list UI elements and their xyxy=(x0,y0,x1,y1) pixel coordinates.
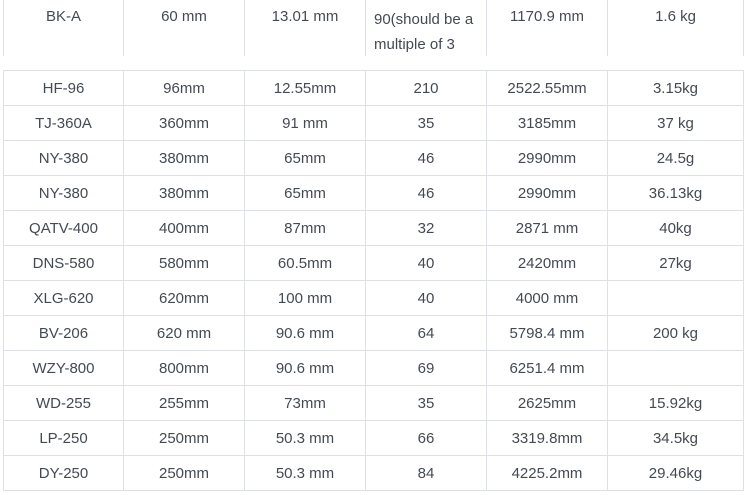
pitch-cell: 65mm xyxy=(245,176,366,211)
length-cell: 2990mm xyxy=(487,176,608,211)
length-cell: 1170.9 mm xyxy=(487,0,608,71)
table-row xyxy=(4,106,744,141)
table-row xyxy=(4,211,744,246)
table-row xyxy=(4,351,744,386)
length-cell: 3185mm xyxy=(487,106,608,141)
model-cell: NY-380 xyxy=(4,141,124,176)
diameter-cell: 250mm xyxy=(124,421,245,456)
model-cell: BV-206 xyxy=(4,316,124,351)
links-cell: 210 xyxy=(366,71,487,106)
length-cell: 2625mm xyxy=(487,386,608,421)
length-cell: 2522.55mm xyxy=(487,71,608,106)
diameter-cell: 96mm xyxy=(124,71,245,106)
links-cell: 66 xyxy=(366,421,487,456)
pitch-cell: 50.3 mm xyxy=(245,456,366,491)
length-cell: 3319.8mm xyxy=(487,421,608,456)
chain-spec-table xyxy=(3,70,744,491)
model-cell: DNS-580 xyxy=(4,246,124,281)
weight-cell xyxy=(608,281,744,316)
table-row xyxy=(4,71,744,106)
links-cell: 64 xyxy=(366,316,487,351)
diameter-cell: 580mm xyxy=(124,246,245,281)
diameter-cell: 400mm xyxy=(124,211,245,246)
diameter-cell: 380mm xyxy=(124,176,245,211)
table-row xyxy=(4,456,744,491)
length-cell: 2420mm xyxy=(487,246,608,281)
table-row xyxy=(4,176,744,211)
diameter-cell: 60 mm xyxy=(124,0,245,71)
pitch-cell: 90.6 mm xyxy=(245,351,366,386)
table-row xyxy=(4,281,744,316)
model-cell: WZY-800 xyxy=(4,351,124,386)
length-cell: 4000 mm xyxy=(487,281,608,316)
pitch-cell: 65mm xyxy=(245,141,366,176)
length-cell: 2990mm xyxy=(487,141,608,176)
model-cell: XLG-620 xyxy=(4,281,124,316)
pitch-cell: 87mm xyxy=(245,211,366,246)
weight-cell: 37 kg xyxy=(608,106,744,141)
table-row xyxy=(4,316,744,351)
weight-cell: 29.46kg xyxy=(608,456,744,491)
table-row xyxy=(4,141,744,176)
pitch-cell: 91 mm xyxy=(245,106,366,141)
links-cell: 46 xyxy=(366,141,487,176)
pitch-cell: 50.3 mm xyxy=(245,421,366,456)
diameter-cell: 380mm xyxy=(124,141,245,176)
diameter-cell: 620 mm xyxy=(124,316,245,351)
links-cell: 84 xyxy=(366,456,487,491)
model-cell: TJ-360A xyxy=(4,106,124,141)
weight-cell: 40kg xyxy=(608,211,744,246)
model-cell: WD-255 xyxy=(4,386,124,421)
weight-cell: 34.5kg xyxy=(608,421,744,456)
table-row xyxy=(4,246,744,281)
weight-cell: 3.15kg xyxy=(608,71,744,106)
diameter-cell: 250mm xyxy=(124,456,245,491)
model-cell: HF-96 xyxy=(4,71,124,106)
pitch-cell: 73mm xyxy=(245,386,366,421)
table-row xyxy=(4,386,744,421)
length-cell: 5798.4 mm xyxy=(487,316,608,351)
weight-cell: 1.6 kg xyxy=(608,0,744,71)
model-cell: NY-380 xyxy=(4,176,124,211)
weight-cell xyxy=(608,351,744,386)
weight-cell: 36.13kg xyxy=(608,176,744,211)
length-cell: 6251.4 mm xyxy=(487,351,608,386)
links-cell: 46 xyxy=(366,176,487,211)
pitch-cell: 12.55mm xyxy=(245,71,366,106)
model-cell: QATV-400 xyxy=(4,211,124,246)
pitch-cell: 100 mm xyxy=(245,281,366,316)
links-cell: 69 xyxy=(366,351,487,386)
diameter-cell: 255mm xyxy=(124,386,245,421)
length-cell: 4225.2mm xyxy=(487,456,608,491)
links-cell: 32 xyxy=(366,211,487,246)
links-cell: 35 xyxy=(366,386,487,421)
links-cell: 40 xyxy=(366,281,487,316)
pitch-cell: 60.5mm xyxy=(245,246,366,281)
weight-cell: 24.5g xyxy=(608,141,744,176)
model-cell: LP-250 xyxy=(4,421,124,456)
length-cell: 2871 mm xyxy=(487,211,608,246)
diameter-cell: 800mm xyxy=(124,351,245,386)
table-row xyxy=(4,421,744,456)
pitch-cell: 13.01 mm xyxy=(245,0,366,71)
weight-cell: 27kg xyxy=(608,246,744,281)
diameter-cell: 360mm xyxy=(124,106,245,141)
links-cell: 35 xyxy=(366,106,487,141)
table-gap xyxy=(0,56,746,70)
diameter-cell: 620mm xyxy=(124,281,245,316)
weight-cell: 200 kg xyxy=(608,316,744,351)
model-cell: BK-A xyxy=(4,0,124,71)
pitch-cell: 90.6 mm xyxy=(245,316,366,351)
weight-cell: 15.92kg xyxy=(608,386,744,421)
links-cell: 90(should be a multiple of 3 xyxy=(366,0,487,71)
links-cell: 40 xyxy=(366,246,487,281)
model-cell: DY-250 xyxy=(4,456,124,491)
